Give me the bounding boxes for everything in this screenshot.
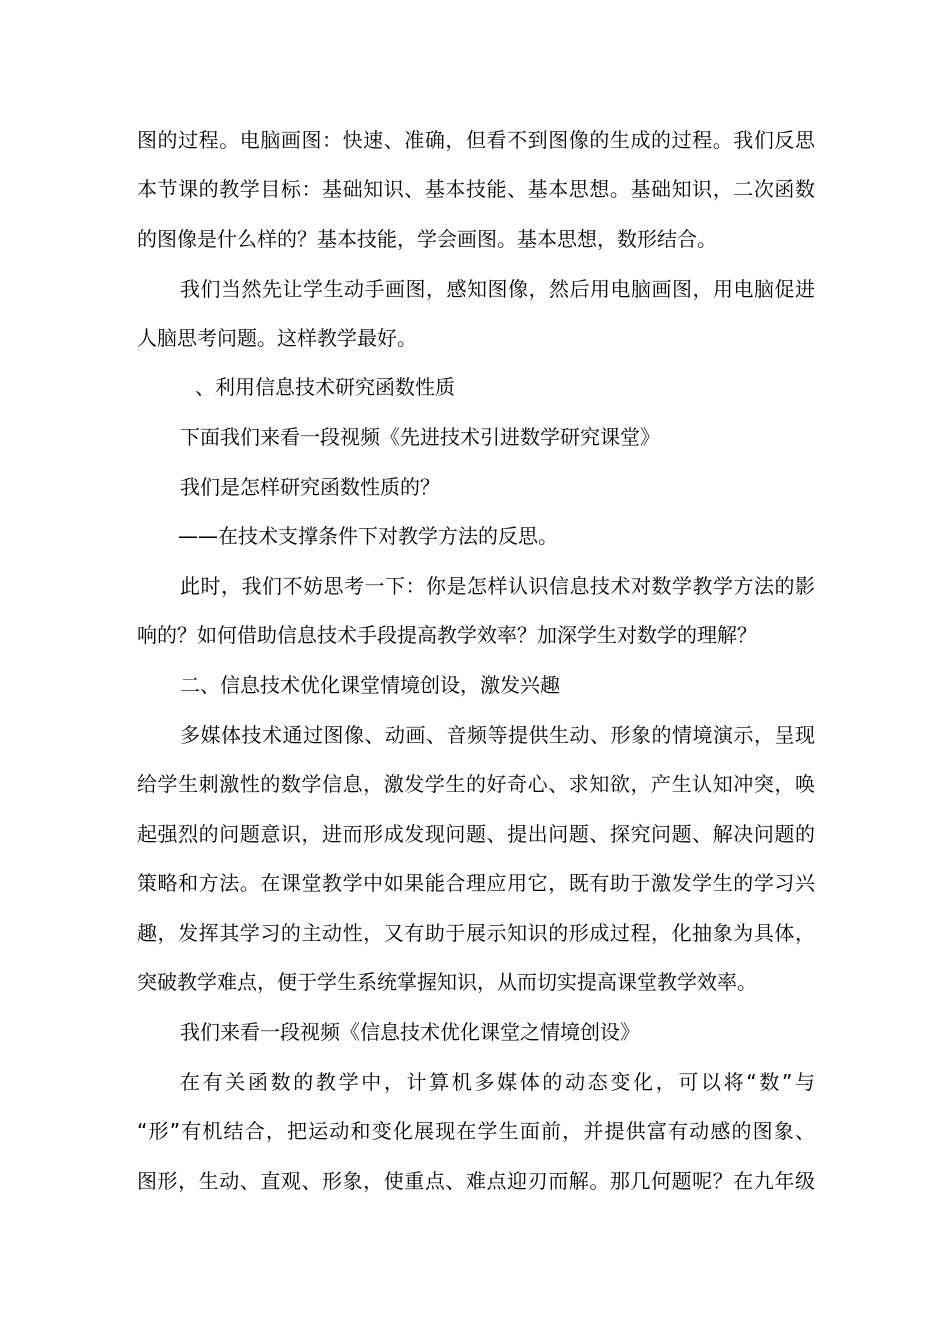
text-line: 此时，我们不妨思考一下：你是怎样认识信息技术对数学教学方法的影 bbox=[180, 574, 815, 598]
text-line: 起强烈的问题意识，进而形成发现问题、提出问题、探究问题、解决问题的 bbox=[137, 822, 815, 846]
text-line: 下面我们来看一段视频《先进技术引进数学研究课堂》 bbox=[180, 425, 660, 449]
text-line: 响的？如何借助信息技术手段提高教学效率？加深学生对数学的理解？ bbox=[137, 623, 757, 647]
text-line: 在有关函数的教学中，计算机多媒体的动态变化，可以将“数”与 bbox=[180, 1070, 815, 1094]
text-line: 给学生刺激性的数学信息，激发学生的好奇心、求知欲，产生认知冲突，唤 bbox=[137, 772, 815, 796]
text-line: 突破教学难点，便于学生系统掌握知识，从而切实提高课堂教学效率。 bbox=[137, 970, 757, 994]
text-line: 图形，生动、直观、形象，使重点、难点迎刃而解。那几何题呢？在九年级 bbox=[137, 1169, 815, 1193]
text-line: 趣，发挥其学习的主动性，又有助于展示知识的形成过程，化抽象为具体， bbox=[137, 921, 815, 945]
text-line: 我们来看一段视频《信息技术优化课堂之情境创设》 bbox=[180, 1020, 640, 1044]
section-heading: 、利用信息技术研究函数性质 bbox=[195, 375, 455, 399]
text-line: 我们当然先让学生动手画图，感知图像，然后用电脑画图，用电脑促进 bbox=[180, 277, 815, 301]
section-heading: 二、信息技术优化课堂情境创设，激发兴趣 bbox=[180, 673, 560, 697]
text-line: 人脑思考问题。这样教学最好。 bbox=[137, 326, 417, 350]
text-line: 我们是怎样研究函数性质的？ bbox=[180, 475, 440, 499]
text-line: 策略和方法。在课堂教学中如果能合理应用它，既有助于激发学生的学习兴 bbox=[137, 871, 815, 895]
text-line: “形”有机结合，把运动和变化展现在学生面前，并提供富有动感的图象、 bbox=[137, 1119, 815, 1143]
text-line: 的图像是什么样的？基本技能，学会画图。基本思想，数形结合。 bbox=[137, 227, 717, 251]
text-line: ——在技术支撑条件下对教学方法的反思。 bbox=[178, 524, 558, 548]
text-line: 图的过程。电脑画图：快速、准确，但看不到图像的生成的过程。我们反思 bbox=[137, 128, 815, 152]
text-line: 本节课的教学目标：基础知识、基本技能、基本思想。基础知识，二次函数 bbox=[137, 177, 815, 201]
text-line: 多媒体技术通过图像、动画、音频等提供生动、形象的情境演示，呈现 bbox=[180, 723, 815, 747]
